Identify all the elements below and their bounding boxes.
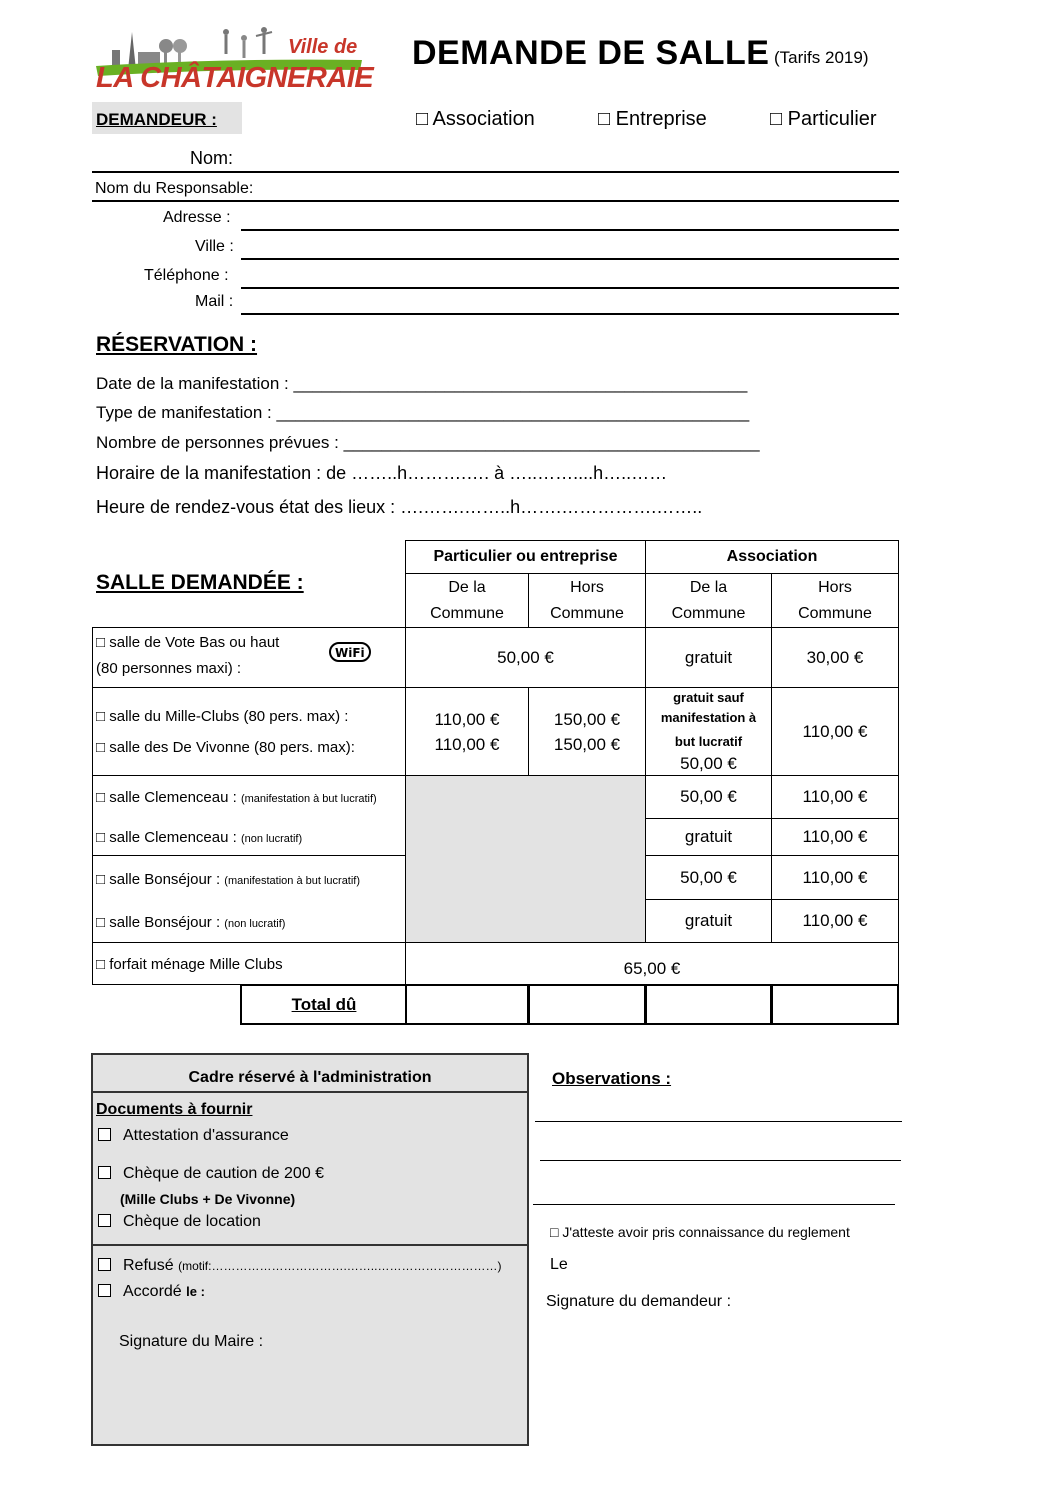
le-label: Le [550,1256,568,1273]
caution-checkbox[interactable] [98,1166,111,1179]
col-pe-hors-commune [528,573,646,628]
observations-line-3[interactable] [533,1204,895,1205]
svg-text:WiFi: WiFi [335,646,365,660]
mille-de: 110,00 € [434,709,500,729]
logo [92,18,374,102]
mail-label: Mail : [195,293,234,310]
col-asso-de-la-commune [645,573,772,628]
admin-title: Cadre réservé à l'administration [188,1069,432,1086]
menage-label: □ forfait ménage Mille Clubs [96,956,283,973]
col-pe-hors: Hors [570,578,604,596]
refuse-item[interactable]: Refusé (motif:…………………………….……..…………………………) [98,1257,501,1275]
telephone-label: Téléphone : [144,267,229,284]
vote-price: 50,00 € [405,627,646,688]
vote-line2: (80 personnes maxi) : [96,660,242,677]
mille-hors: 150,00 € [553,709,621,729]
adresse-label: Adresse : [163,209,231,226]
col-particulier-entreprise: Particulier ou entreprise [405,540,646,574]
observations-line-2[interactable] [540,1160,901,1161]
col-pe-hors-commune-label: Commune [550,604,624,622]
signature-maire: Signature du Maire : [119,1333,264,1350]
menage-price: 65,00 € [405,942,899,985]
attestation-item[interactable]: Attestation d'assurance [98,1127,289,1145]
mille-pe-de-cell [405,687,529,776]
clem1-de: 50,00 € [645,775,772,819]
ville-field[interactable] [241,258,899,260]
horaire-manifestation[interactable]: Horaire de la manifestation : de ……..h……….…. à …..……....h…..…… [96,463,668,483]
type-manifestation[interactable]: Type de manifestation : __________________________________________________ [96,403,750,422]
wifi-icon [329,640,369,662]
viv-de: 110,00 € [434,734,500,754]
clem2-de: gratuit [645,818,772,856]
total-du-label: Total dû [240,984,406,1025]
responsable-field[interactable] [92,200,899,202]
mail-field[interactable] [241,313,899,315]
reservation-label: RÉSERVATION : [96,333,258,356]
signature-demandeur: Signature du demandeur : [546,1293,732,1310]
responsable-label: Nom du Responsable: [95,180,254,197]
bons1-de: 50,00 € [645,855,772,900]
vote-asso-hors: 30,00 € [771,627,899,688]
bons2-de: gratuit [645,899,772,943]
page-title: DEMANDE DE SALLE [412,34,770,72]
ville-label: Ville : [195,238,234,255]
clemenceau1-label: □ salle Clemenceau : (manifestation à but lucratif) [96,789,377,806]
mille-asso-l4: 50,00 € [680,754,737,773]
atteste-checkbox-label[interactable]: □ J'atteste avoir pris connaissance du reglement [550,1224,850,1240]
total-pe-de[interactable] [405,984,529,1025]
bonsejour2-label: □ salle Bonséjour : (non lucratif) [96,914,286,931]
logo-ville-de: Ville de [288,36,358,58]
mille-asso-de-cell [645,687,772,776]
date-manifestation[interactable]: Date de la manifestation : ________________________________________________ [96,374,748,393]
documents-a-fournir: Documents à fournir [96,1101,253,1118]
gray-shaded-block [406,776,645,942]
bons1-hors: 110,00 € [771,855,899,900]
mille-asso-l1: gratuit sauf [673,690,744,705]
location-checkbox[interactable] [98,1214,111,1227]
vote-line1: □ salle de Vote Bas ou haut [96,634,280,651]
telephone-field[interactable] [241,287,899,289]
mille-asso-l2: manifestation à [660,710,757,725]
row-bonsejour-label-cell[interactable] [92,855,406,943]
option-association[interactable]: □ Association [416,108,535,130]
adresse-field[interactable] [241,229,899,231]
caution-item[interactable]: Chèque de caution de 200 € [98,1165,324,1183]
col-association: Association [645,540,899,574]
tarifs-label: (Tarifs 2019) [774,48,869,67]
total-asso-hors[interactable] [771,984,899,1025]
total-pe-hors[interactable] [528,984,646,1025]
attestation-checkbox[interactable] [98,1128,111,1141]
nom-label: Nom: [190,148,234,168]
nombre-personnes[interactable]: Nombre de personnes prévues : ____________________________________________ [96,433,760,452]
accorde-item[interactable]: Accordé le : [98,1283,205,1301]
accorde-checkbox[interactable] [98,1284,111,1297]
location-item[interactable]: Chèque de location [98,1213,261,1231]
total-asso-de[interactable] [645,984,772,1025]
clem1-hors: 110,00 € [771,775,899,819]
admin-divider-1 [93,1091,527,1093]
row-menage-label-cell[interactable] [92,942,406,985]
salle-label: SALLE DEMANDÉE : [96,571,304,594]
row-mille-label-cell[interactable] [92,687,406,776]
col-asso-de-la: De la [689,578,728,596]
refuse-checkbox[interactable] [98,1258,111,1271]
heure-rdv[interactable]: Heure de rendez-vous état des lieux : ….…….……..h…….…………….…….. [96,497,703,517]
row-vote-label-cell[interactable] [92,627,406,688]
option-entreprise[interactable]: □ Entreprise [598,108,707,130]
bonsejour1-label: □ salle Bonséjour : (manifestation à but lucratif) [96,871,361,888]
mille-pe-hors-cell [528,687,646,776]
col-pe-commune: Commune [430,604,504,622]
vivonne-label: □ salle des De Vivonne (80 pers. max): [96,739,355,756]
mille-asso-l3: but lucratif [674,734,743,749]
clem2-hors: 110,00 € [771,818,899,856]
observations-line-1[interactable] [535,1121,902,1122]
nom-field[interactable] [92,171,899,173]
admin-divider-2 [93,1244,527,1246]
clemenceau2-label: □ salle Clemenceau : (non lucratif) [96,829,303,846]
vote-asso-de: gratuit [645,627,772,688]
admin-box [91,1053,529,1446]
mille-clubs-label: □ salle du Mille-Clubs (80 pers. max) : [96,708,349,725]
logo-name: LA CHÂTAIGNERAIE [96,62,374,94]
viv-hors: 150,00 € [553,734,621,754]
demandeur-label: DEMANDEUR : [96,110,217,129]
col-asso-commune: Commune [671,604,746,622]
row-clemenceau-label-cell[interactable] [92,775,406,856]
observations-title: Observations : [552,1069,672,1088]
col-asso-hors-commune [771,573,899,628]
caution-note: (Mille Clubs + De Vivonne) [120,1191,296,1207]
col-pe-de-la: De la [448,578,486,596]
option-particulier[interactable]: □ Particulier [770,108,877,130]
mille-asso-hors: 110,00 € [771,687,899,776]
col-pe-de-la-commune [405,573,529,628]
col-asso-hors-commune-label: Commune [798,604,872,622]
bons2-hors: 110,00 € [771,899,899,943]
col-asso-hors: Hors [818,578,852,596]
